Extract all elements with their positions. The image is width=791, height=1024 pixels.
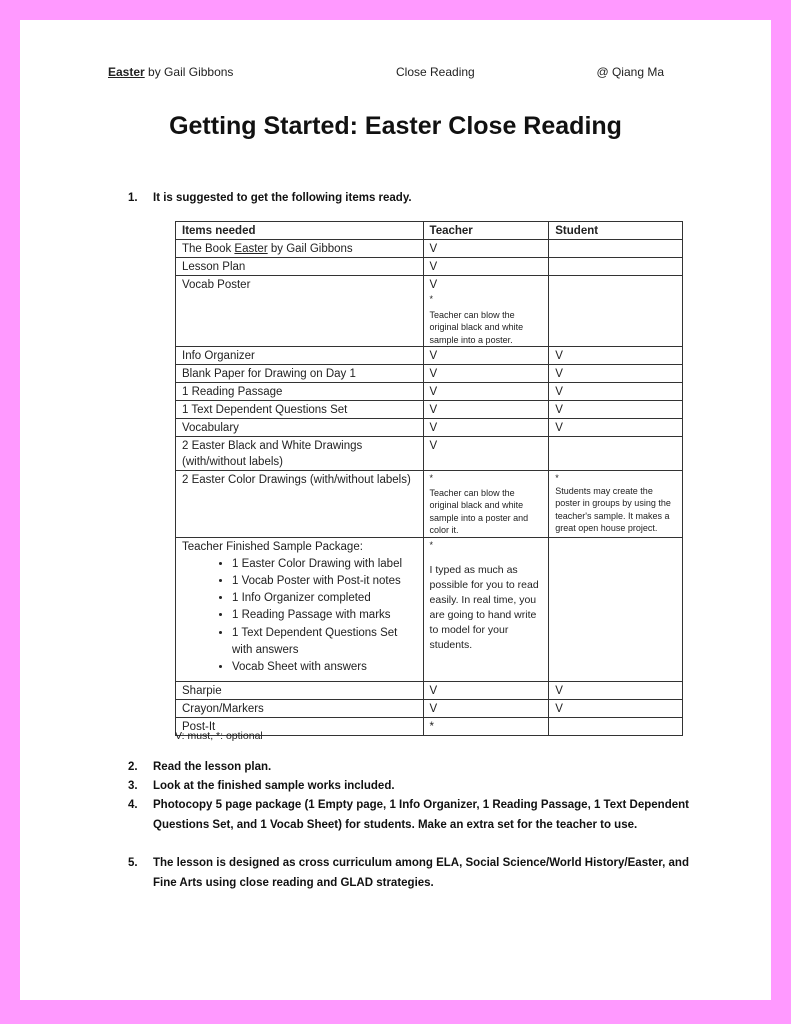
student-cell: V xyxy=(549,699,683,717)
teacher-note: Teacher can blow the original black and white sample into a poster. xyxy=(429,309,524,345)
column-header-teacher: Teacher xyxy=(423,222,549,240)
step-text: Photocopy 5 page package (1 Empty page, 1 Info Organizer, 1 Reading Passage, 1 Text Dependent Questions Set, and 1 Vocab Sheet) for students. Make an extra set for the teacher to use. xyxy=(153,799,689,831)
list-item: • 1 Info Organizer completed xyxy=(232,590,417,607)
item-cell: Post-It xyxy=(176,717,424,735)
header-book-credit xyxy=(108,65,233,79)
step-3 xyxy=(128,777,698,797)
header-author-credit: @ Qiang Ma xyxy=(596,65,664,79)
step-1 xyxy=(128,189,698,209)
list-item: • 1 Text Dependent Questions Set with answers xyxy=(232,625,417,660)
step-5 xyxy=(128,854,698,893)
table-header-row xyxy=(176,222,683,240)
student-cell xyxy=(549,276,683,347)
page-title: Getting Started: Easter Close Reading xyxy=(169,112,622,140)
student-cell: V xyxy=(549,401,683,419)
student-cell xyxy=(549,240,683,258)
teacher-cell: V xyxy=(423,240,549,258)
item-cell: Info Organizer xyxy=(176,347,424,365)
table-row xyxy=(176,258,683,276)
step-text: Read the lesson plan. xyxy=(153,761,272,773)
item-cell: Crayon/Markers xyxy=(176,699,424,717)
student-cell: V xyxy=(549,383,683,401)
teacher-cell: V xyxy=(423,347,549,365)
item-cell: Lesson Plan xyxy=(176,258,424,276)
item-cell: Vocab Poster xyxy=(176,276,424,347)
table-legend: V: must, *: optional xyxy=(175,730,263,742)
table-row xyxy=(176,537,683,681)
student-cell xyxy=(549,437,683,471)
teacher-cell: V xyxy=(423,681,549,699)
list-item: • 1 Vocab Poster with Post-it notes xyxy=(232,573,417,590)
table-row xyxy=(176,681,683,699)
items-table xyxy=(175,221,683,736)
student-cell xyxy=(549,717,683,735)
step-number: 5. xyxy=(128,857,138,869)
teacher-cell: V xyxy=(423,383,549,401)
step-2 xyxy=(128,758,698,778)
table-row xyxy=(176,437,683,471)
teacher-cell: V xyxy=(423,365,549,383)
step-number: 4. xyxy=(128,799,138,811)
student-cell: V xyxy=(549,419,683,437)
document-page xyxy=(20,20,771,1000)
teacher-note: I typed as much as possible for you to read easily. In real time, you are going to hand write to model for your students. xyxy=(429,564,539,651)
step-4 xyxy=(128,796,698,835)
teacher-cell: V xyxy=(423,401,549,419)
item-cell: Teacher Finished Sample Package: • 1 Easter Color Drawing with label • 1 Vocab Poster with Post-it notes • 1 Info Organizer completed • 1 Reading Passage with marks • 1 Text Dependent Questions Set with answers • Vocab Sheet with answers xyxy=(176,537,424,681)
book-title-underlined: Easter xyxy=(234,243,268,255)
step-text: The lesson is designed as cross curriculum among ELA, Social Science/World History/Easter, and Fine Arts using close reading and GLAD strategies. xyxy=(153,857,689,889)
step-text: Look at the finished sample works included. xyxy=(153,780,395,792)
student-cell xyxy=(549,537,683,681)
table-row xyxy=(176,276,683,347)
column-header-items: Items needed xyxy=(176,222,424,240)
table-row xyxy=(176,419,683,437)
teacher-cell: V xyxy=(423,419,549,437)
step-number: 3. xyxy=(128,780,138,792)
student-cell xyxy=(549,258,683,276)
student-cell: * Students may create the poster in groups by using the teacher's sample. It makes a great open house project. xyxy=(549,471,683,538)
teacher-note: Teacher can blow the original black and white sample into a poster and color it. xyxy=(429,487,529,535)
teacher-cell: V xyxy=(423,258,549,276)
header-book-author: by Gail Gibbons xyxy=(148,65,234,79)
student-cell: V xyxy=(549,347,683,365)
table-row xyxy=(176,240,683,258)
table-row xyxy=(176,471,683,538)
item-cell: Vocabulary xyxy=(176,419,424,437)
table-row xyxy=(176,365,683,383)
sample-package-list xyxy=(182,556,417,677)
table-row xyxy=(176,401,683,419)
page-header xyxy=(108,65,668,85)
item-cell: Sharpie xyxy=(176,681,424,699)
teacher-cell: * Teacher can blow the original black and white sample into a poster and color it. xyxy=(423,471,549,538)
step-number: 1. xyxy=(128,192,138,204)
item-cell: 1 Reading Passage xyxy=(176,383,424,401)
item-cell: 1 Text Dependent Questions Set xyxy=(176,401,424,419)
teacher-cell: * I typed as much as possible for you to read easily. In real time, you are going to hand write to model for your students. xyxy=(423,537,549,681)
list-item: • 1 Reading Passage with marks xyxy=(232,607,417,624)
teacher-cell: * xyxy=(423,717,549,735)
step-text: It is suggested to get the following items ready. xyxy=(153,192,412,204)
teacher-cell: V * Teacher can blow the original black and white sample into a poster. xyxy=(423,276,549,347)
list-item: • Vocab Sheet with answers xyxy=(232,659,417,676)
teacher-cell: V xyxy=(423,437,549,471)
column-header-student: Student xyxy=(549,222,683,240)
item-cell: 2 Easter Black and White Drawings (with/without labels) xyxy=(176,437,424,471)
step-number: 2. xyxy=(128,761,138,773)
student-note: Students may create the poster in groups by using the teacher's sample. It makes a great open house project. xyxy=(555,485,671,533)
student-cell: V xyxy=(549,365,683,383)
header-book-title: Easter xyxy=(108,65,145,79)
table-row xyxy=(176,347,683,365)
item-cell: 2 Easter Color Drawings (with/without labels) xyxy=(176,471,424,538)
teacher-cell: V xyxy=(423,699,549,717)
student-cell: V xyxy=(549,681,683,699)
table-row xyxy=(176,699,683,717)
header-center-text: Close Reading xyxy=(396,65,475,79)
item-cell: The Book Easter by Gail Gibbons xyxy=(176,240,424,258)
table-row xyxy=(176,383,683,401)
list-item: • 1 Easter Color Drawing with label xyxy=(232,556,417,573)
item-cell: Blank Paper for Drawing on Day 1 xyxy=(176,365,424,383)
